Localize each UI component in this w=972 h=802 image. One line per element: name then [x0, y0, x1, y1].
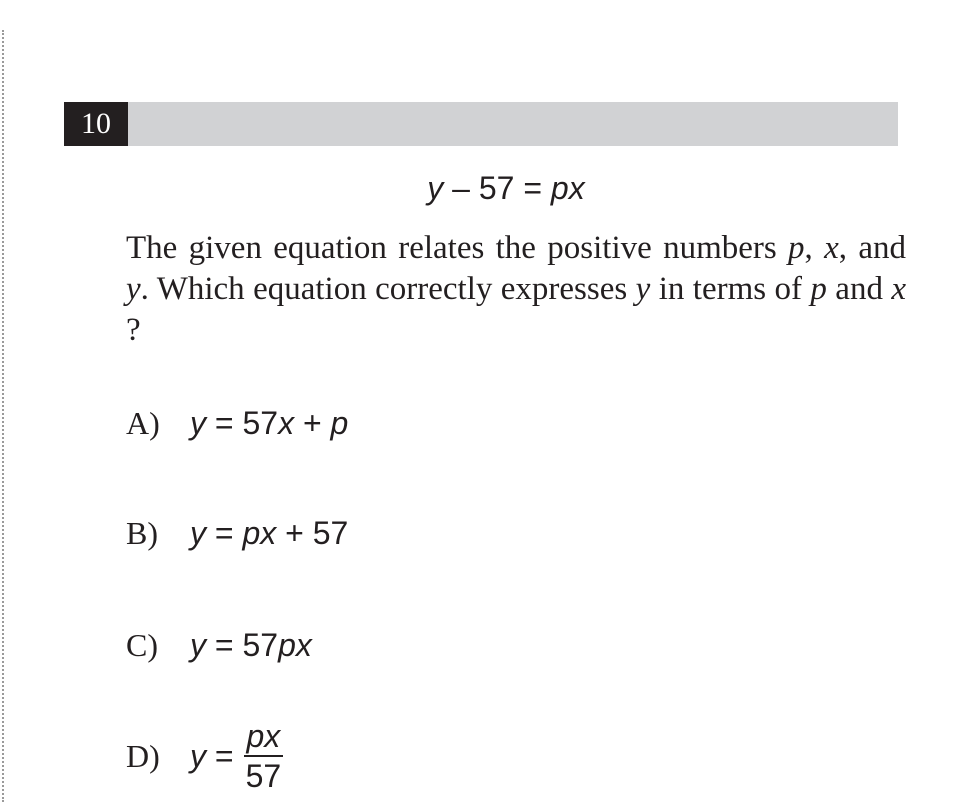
- choice-var: px: [242, 514, 277, 551]
- stem-var-x: x: [891, 271, 906, 307]
- stem-text: . Which equation correctly expresses: [140, 271, 636, 307]
- stem-var-p: p: [810, 271, 827, 307]
- fraction-numerator: px: [246, 718, 281, 754]
- fraction-denominator: 57: [244, 755, 284, 793]
- choice-var: y: [190, 626, 206, 663]
- fraction: [244, 719, 284, 793]
- choice-c[interactable]: [126, 620, 312, 670]
- choice-var: y: [190, 737, 206, 774]
- stem-text: ,: [804, 230, 825, 266]
- page-margin-rule: [2, 30, 4, 802]
- choice-expression: [190, 738, 234, 775]
- stem-var-y: y: [126, 271, 141, 307]
- choice-text: = 57: [206, 626, 279, 663]
- choice-var: x: [278, 404, 295, 441]
- stem-text: , and: [838, 230, 906, 266]
- question-header-bar: [64, 102, 898, 146]
- choice-text: = 57: [206, 404, 279, 441]
- question-number: 10: [64, 102, 128, 146]
- stem-var-p: p: [788, 230, 805, 266]
- equation-middle: – 57 =: [443, 170, 551, 206]
- choice-letter: B): [126, 514, 158, 551]
- stem-var-x: x: [824, 230, 839, 266]
- stem-text: and: [826, 271, 892, 307]
- stem-text: The given equation relates the positive numbers: [126, 230, 789, 266]
- choice-expression: [190, 405, 348, 442]
- choice-var: px: [278, 626, 312, 663]
- question-stem: [126, 228, 906, 351]
- choice-var: p: [330, 404, 349, 441]
- choice-d[interactable]: [126, 712, 283, 800]
- choice-expression: [190, 627, 312, 664]
- choice-b[interactable]: [126, 508, 348, 558]
- given-equation: [0, 166, 972, 210]
- choice-text: +: [294, 404, 331, 441]
- choice-text: =: [206, 737, 234, 774]
- choice-letter: C): [126, 626, 158, 663]
- stem-text: in terms of: [650, 271, 811, 307]
- equation-rhs: px: [550, 170, 585, 206]
- stem-var-y: y: [635, 271, 651, 307]
- equation-y: y: [427, 170, 444, 206]
- choice-text: + 57: [276, 514, 349, 551]
- choice-a[interactable]: [126, 398, 348, 448]
- choice-letter: A): [126, 404, 160, 441]
- choice-text: =: [206, 514, 243, 551]
- choice-var: y: [190, 514, 206, 551]
- choice-var: y: [190, 404, 206, 441]
- choice-expression: [190, 515, 348, 552]
- choice-letter: D): [126, 737, 160, 774]
- stem-text: ?: [126, 312, 141, 348]
